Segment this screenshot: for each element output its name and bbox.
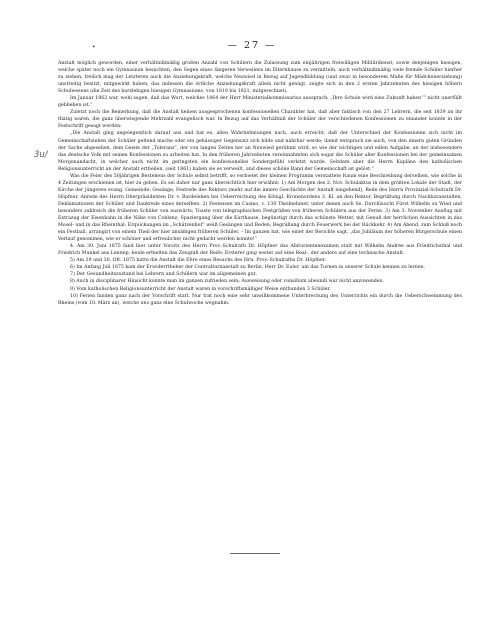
list-item: 4. Am 30. Juni 1875 fand hier unter Vorsitz des Herrn Prov.-Schulrath Dr. Höpfner das Abiturientenexamen statt mit Wilhelm Andrée aus Friedrichsthal und Friedrich Munkel aus Lennep; beide erhielten das Zeugniß der Reife; Ersterer ging weiter auf eine Real-, der andere auf eine technische Anstalt. bbox=[58, 244, 462, 257]
list-item: 8) Auch in disciplinarer Hinsicht konnte man im ganzen zufrieden sein; Ausweisung oder consilium abeundi war nicht anzuwenden. bbox=[70, 279, 385, 285]
paragraph: Im Januar 1862 war, wohl sagen, daß das Wort, welches 1864 der Herr Ministerialkommissarius aussprach: „Ihre Schule wird eine Zukunft haben““ nicht unerfüllt geblieben ist.“ bbox=[58, 96, 462, 109]
body-text bbox=[58, 60, 462, 307]
list-item: 10) Ferien fanden ganz nach der Vorschrift statt. Nur trat noch eine sehr unwillkommene Unterbrechung des Unterrichts ein durch die Ueberschwemmung des Rheins (vom 10. März an), welche uns ganz eine Schulwoche wegnahm. bbox=[58, 293, 462, 306]
list-item: 5) Am 29 und 30. Oft. 1875 hatte die Anstalt die Ehre eines Besuchs des Hrn. Prov.-Schulraths Dr. Höpfner. bbox=[70, 258, 326, 264]
handwritten-margin-note: 3u/ bbox=[34, 150, 48, 160]
page-number: — 27 — bbox=[227, 40, 277, 51]
quoted-paragraph: „Die Anstalt ging angelegentlich darauf aus und hat es, allen Wahrnehmungen nach, auch erreicht, daß der Unterschied der Konfessionen sich nicht im Gemeinschaftsleben der Schüler geltend mache oder ein gehässiger Gegensatz sich bilde und nährbar werde; damit entsprach sie auch, von den innern guten Gründen der Sache abgesehen, dem Geiste der „Toleranz“, der von langen Zeiten her an Neuwied gerühmt wird, so wie der wichtigen und edlen Aufgabe, an der insbesondere das deutsche Volk mit seinen Konfessionen zu arbeiten hat. In den früheren Jahrzehnten vereinnahmten sich sogar die Schüler aller Konfessionen bei der gemeinsamen Morgenandacht, in welcher auch nicht im geringsten ein konfessionelles Sondergefühl verletzt wurde. Seitdem aber die Herrn Kapläne den katholischen Religionsunterricht an der Anstalt ertheilen, (seit 1861) haben sie es verweilt, und dieses schöne Band der Gemeinschaft ist gelöst.“ bbox=[58, 131, 462, 172]
paragraph: Was die Feier des 50jährigen Bestehens der Schule selbst betrifft, so verbietet der kleinen Programm verstattete Raum eine Beschreibung derselben, wie solche in 4 Zeitungen erschienen ist, hier zu geben. Es sei daher nur ganz übersichtlich hier erwähnt: 1) Am Morgen des 2. Nov. Schulaktus in dem größten Lokale der Stadt, der Kirche der jüngeren evang. Gemeinde: Gesänge, Festrede des Rektors (mehr auf die innere Geschichte der Anstalt eingehend), Rede des Herrn Provinzial-Schulrath Dr. Höpfner, Anrede des Herrn Oberpräsidenten Dr. v. Bardeleben bei Ueberreichung des Königl. Kronenordens 3. Kl. an den Rektor, Begrüßung durch Nachbaranstalten, Deklamationen der Schüler und Dankrede eines derselben. 2) Festessen im Casino, c. 130 Theilnehmer, unter denen auch Se. Durchlaucht Fürst Wilhelm zu Wied und besonders zahlreich die früheren Schüler von auswärts; Toaste von telegraphischen Festgrüßen von früheren Schülern aus der Ferne. 3) Am 3. November Ausflug mit Extrazug der Eisenbahn in die Nähe von Coblenz; Spaziergang über die Karthause, begünstigt durch das schönste Wetter, mit Genuß der herrlichen Aussichten in das Mosel- und in das Rheinthal; Erquickungen im „Schützenhof“ weiß Gesängen und Reden; Begrüßung durch Feuerwerk bei der Rückkehr. 4) Am Abend, zum Schluß noch ein Festball, arrangirt von einem Theil der hier ansäßigen früheren Schüler. – Im ganzen hat, wie einer der Berichte sagt, „das Jubiläum der höheren Bürgerschule einen Verlauf genommen, wie er schöner und erfreulicher nicht gedacht werden konnte!“ bbox=[58, 173, 462, 243]
end-divider bbox=[230, 553, 280, 554]
list-item: 7) Der Gesundheitszustand bei Lehrern und Schülern war im allgemeinen gut. bbox=[70, 272, 258, 278]
margin-dot: • bbox=[92, 44, 96, 51]
paragraph: Anstalt möglich geworden, einer verhältnißmäßig großen Anzahl von Schülern die Zulassung zum einjährigen freiwilligen Militärdienst, sowie denjenigen hiesigen, welche später noch ein Gymnasium besuchten, den Segen eines längeren Verweilens im Elternhause zu vermitteln, auch verhältnißmäßig viele fremde Schüler hierher zu ziehen; freilich mag der Letzteren auch die Anziehungskraft, welche Neuwied in Bezug auf Jugendbildung (und zwar in besonderem Maße für Mädchenerziehung) unstreitig besitzt, mitgewirkt haben; das indessen die örtliche Anziehungskraft allein nicht genügt, zeigte sich in den 2 ersten Jahrzehnten des hiesigen höhern Schulwesens (die Zeit des kurzlebigen hiesigen Gymnasiums, von 1819 bis 1821, mitgerechnet). bbox=[58, 61, 462, 95]
list-item: 6) Im Anfang Juli 1875 kam der Erwiderrtheber der Centralturnanstalt zu Berlin, Herr Dr. Euler, um das Turnen in unserer Schule kennen zu lernen. bbox=[70, 265, 426, 271]
list-item: 9) Vom katholischen Religionsunterricht der Anstalt waren in vorschriftsmäßiger Weise entbunden 3 Schüler. bbox=[70, 286, 331, 292]
paragraph: Zuletzt noch die Bemerkung, daß die Anstalt keinen ausgesprochenen konfessionellen Charakter hat, daß aber faktisch von den 27 Lehrern, die seit 1839 an ihr thätig waren, die ganz überwiegende Mehrzahl evangelisch war. In Bezug auf das Verhältniß der Schüler der verschiedenen Konfessionen zu einander konnte in der Festschrift gesagt werden: bbox=[58, 110, 462, 130]
